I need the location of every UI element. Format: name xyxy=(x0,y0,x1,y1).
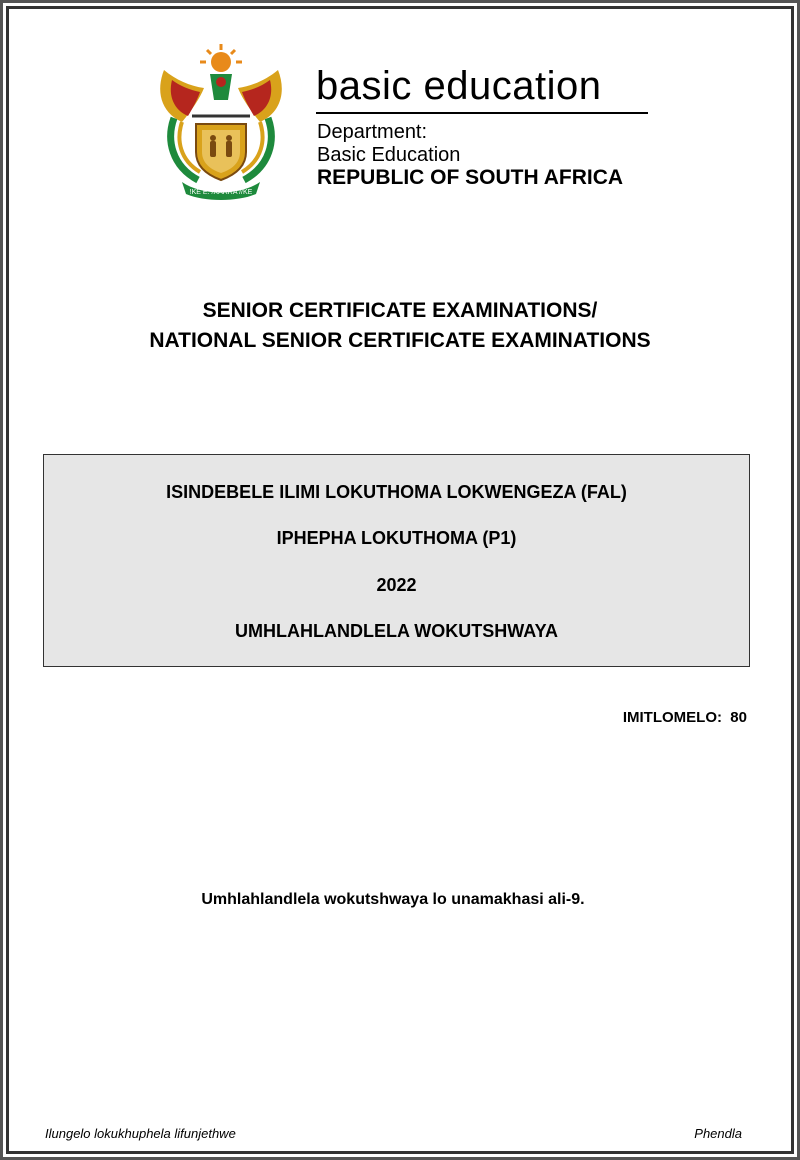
coat-of-arms-logo xyxy=(152,40,290,200)
document-type: UMHLAHLANDLELA WOKUTSHWAYA xyxy=(235,621,558,641)
republic-label: REPUBLIC OF SOUTH AFRICA xyxy=(317,166,624,189)
exam-title-line2: NATIONAL SENIOR CERTIFICATE EXAMINATIONS xyxy=(149,329,651,352)
year-label: 2022 xyxy=(376,575,417,595)
department-line2: Basic Education xyxy=(317,144,461,166)
department-label xyxy=(317,121,460,167)
page-count-note: Umhlahlandlela wokutshwaya lo unamakhasi ali-9. xyxy=(201,891,585,908)
footer-copyright: Ilungelo lokukhuphela lifunjethwe xyxy=(45,1126,236,1141)
total-marks: IMITLOMELO: 80 xyxy=(622,709,747,726)
department-line1: Department: xyxy=(317,121,428,143)
brand-underline xyxy=(316,112,648,114)
subject-box xyxy=(43,454,750,667)
svg-text:!KE E: /XARRA //KE: !KE E: /XARRA //KE xyxy=(189,189,253,196)
subject-title: ISINDEBELE ILIMI LOKUTHOMA LOKWENGEZA (FAL) xyxy=(166,482,627,502)
exam-title-line1: SENIOR CERTIFICATE EXAMINATIONS/ xyxy=(202,299,598,322)
footer-turn-over: Phendla xyxy=(694,1126,742,1141)
paper-label: IPHEPHA LOKUTHOMA (P1) xyxy=(276,528,517,548)
brand-title: basic education xyxy=(316,64,602,108)
